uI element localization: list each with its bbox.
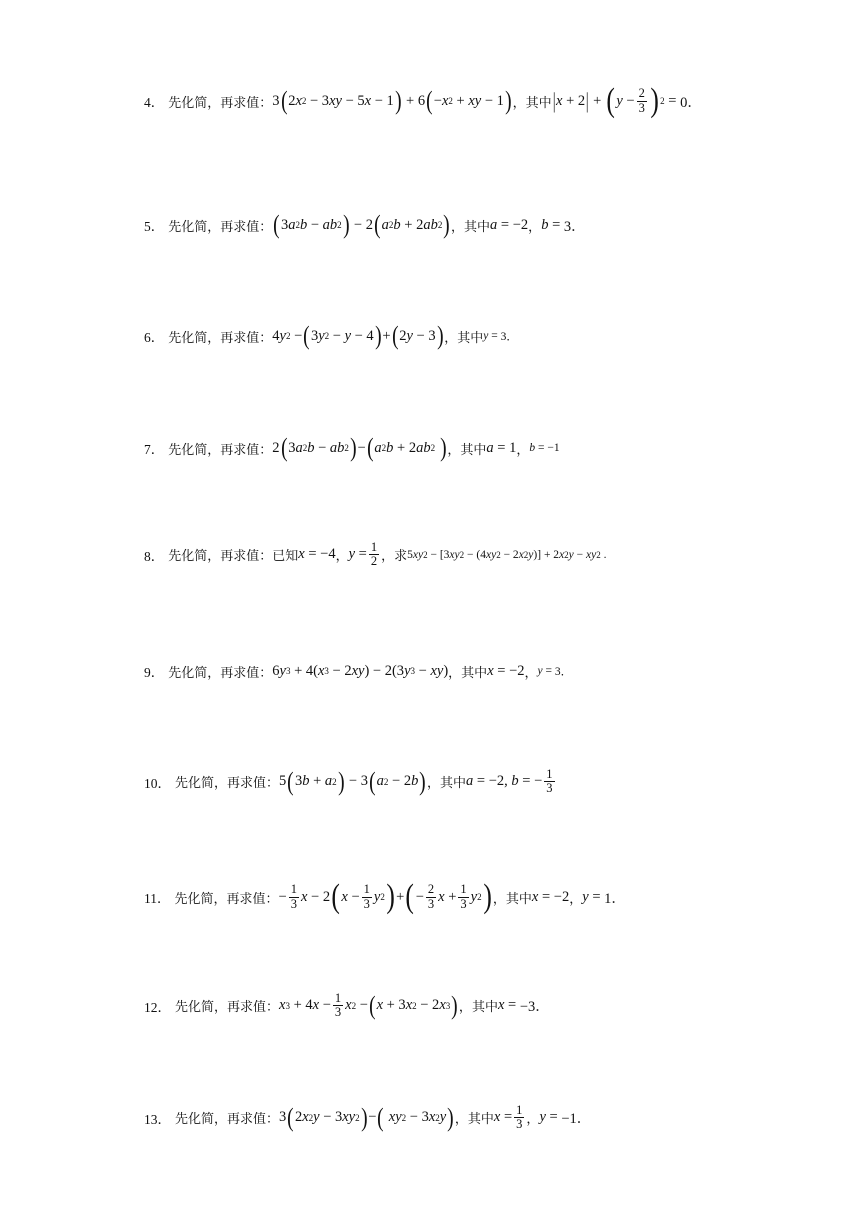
condition: x = $\frac{1}{3}$	[493, 1103, 523, 1132]
problem-lead: 先化简，再求值：	[168, 330, 273, 346]
condition-y: y = −1．	[539, 1109, 592, 1128]
where-label: 其中	[440, 776, 467, 792]
expression: 3 ( 2 x 2 y − 3 xy 2 ) − ( xy 2 − 3 x 2 y )	[279, 1102, 454, 1132]
problem-lead: 先化简，再求值：	[175, 1112, 280, 1128]
condition: | x + 2 | + ( y − $\frac{2}{3}$ ) 2 = 0．	[552, 82, 702, 119]
problem-lead: 先化简，再求值：	[175, 776, 280, 792]
expression: − $\frac{1}{3}$ x − 2 ( x − $\frac{1}{3}$ y 2 ) + ( − $\frac{2}{3}$ x + $\frac{1}{3}$ y 2 )	[278, 878, 492, 915]
value-y: 3．	[500, 331, 518, 343]
problem-6: 6． 先化简，再求值： 4 y 2 − ( 3 y 2 − y − 4 ) + ( 2 y − 3 ) ， 其中 y = 3．	[144, 321, 518, 350]
value-x: −3．	[519, 999, 550, 1016]
where-label: 其中	[461, 665, 488, 681]
problem-number: 11．	[144, 891, 171, 906]
problem-lead: 先化简，再求值：	[168, 549, 273, 565]
problem-13: 13． 先化简，再求值： 3 ( 2 x 2 y − 3 xy 2 ) − ( xy 2 − 3 x 2 y ) ， 其中 x = $\frac{1}{3}$ ， y = −1．	[144, 1102, 592, 1132]
where-label: 其中	[467, 1112, 494, 1128]
problem-lead: 先化简，再求值：	[168, 219, 273, 235]
condition: y = 3．	[483, 330, 518, 343]
value-y: −1．	[561, 1111, 592, 1128]
problem-lead: 先化简，再求值：	[168, 95, 273, 111]
where-label: 其中	[464, 219, 491, 235]
problem-4: 4． 先化简，再求值： 3 ( 2 x 2 − 3 xy − 5 x − 1 ) + 6 ( − x 2 + xy − 1 ) ， 其中 | x + 2 | + ( y − $\frac{2}{3}$ ) 2 = 0．	[144, 82, 702, 119]
problem-10: 10． 先化简，再求值： 5 ( 3 b + a 2 ) − 3 ( a 2 − 2 b ) ， 其中 a = −2, b = − $\frac{1}{3}$	[144, 768, 557, 795]
where-label: 其中	[505, 891, 532, 907]
value-a: 1	[509, 439, 517, 456]
problem-number: 10．	[144, 775, 171, 791]
expression: 3 ( 2 x 2 − 3 xy − 5 x − 1 ) + 6 ( − x 2 + xy − 1 )	[272, 86, 512, 115]
problem-number: 6．	[144, 330, 165, 345]
problem-number: 12．	[144, 999, 171, 1015]
condition-y: y = $\frac{1}{2}$	[348, 540, 378, 569]
condition: x = −3．	[497, 997, 550, 1016]
where-label: 其中	[460, 442, 487, 458]
value-b: 3．	[563, 218, 586, 235]
where-label: 其中	[457, 330, 484, 346]
value-x: −2	[509, 662, 525, 679]
where-label: 其中	[525, 95, 552, 111]
value-x: −2	[553, 888, 570, 905]
expression: 5 xy 2 − [3 xy 2 − (4 xy 2 − 2 x 2 y )] + 2 x 2 y − xy 2 .	[407, 548, 607, 561]
problem-number: 5．	[144, 219, 165, 234]
expression: x 3 + 4 x − $\frac{1}{3}$ x 2 − ( x + 3 x 2 − 2 x 3 )	[279, 990, 458, 1020]
condition: x = −2	[531, 888, 570, 905]
problem-lead: 先化简，再求值：	[174, 891, 279, 907]
condition: a = −2	[490, 216, 529, 233]
problem-5: 5． 先化简，再求值： ( 3 a 2 b − ab 2 ) − 2 ( a 2 b + 2 ab 2 ) ， 其中 a = −2 ， b = 3．	[144, 210, 586, 239]
expression: 6 y 3 + 4( x 3 − 2 xy ) − 2(3 y 3 − xy )	[272, 662, 449, 679]
value-a: −2	[512, 216, 529, 233]
condition: x = −2	[487, 662, 525, 679]
condition-value: 0．	[680, 94, 702, 111]
problem-9: 9． 先化简，再求值： 6 y 3 + 4( x 3 − 2 xy ) − 2(3 y 3 − xy ) ， 其中 x = −2 ， y = 3．	[144, 662, 573, 681]
value-y: 3．	[554, 666, 573, 678]
value-b: −1	[547, 442, 560, 454]
problem-number: 13．	[144, 1111, 171, 1127]
problem-lead: 先化简，再求值：	[175, 1000, 280, 1016]
problem-lead: 先化简，再求值：	[168, 665, 273, 681]
value-y: 1．	[604, 890, 626, 907]
condition: x = −4	[298, 546, 336, 563]
seek-label: 求	[394, 549, 408, 565]
problem-number: 7．	[144, 442, 165, 457]
expression: ( 3 a 2 b − ab 2 ) − 2 ( a 2 b + 2 ab 2 )	[273, 210, 450, 239]
problem-number: 9．	[144, 665, 165, 680]
known-label: 已知	[272, 549, 299, 565]
expression: 5 ( 3 b + a 2 ) − 3 ( a 2 − 2 b )	[279, 766, 426, 796]
condition-b: b = 3．	[541, 216, 586, 235]
condition-y: y = 3．	[537, 665, 573, 678]
problem-number: 4．	[144, 95, 165, 110]
where-label: 其中	[471, 1000, 498, 1016]
condition-b: b = −1	[529, 442, 560, 454]
problem-12: 12． 先化简，再求值： x 3 + 4 x − $\frac{1}{3}$ x 2 − ( x + 3 x 2 − 2 x 3 ) ， 其中 x = −3．	[144, 990, 550, 1020]
expression: 4 y 2 − ( 3 y 2 − y − 4 ) + ( 2 y − 3 )	[272, 321, 444, 350]
condition: a = −2, b = − $\frac{1}{3}$	[466, 767, 553, 796]
problem-lead: 先化简，再求值：	[168, 442, 273, 458]
problem-11: 11． 先化简，再求值： − $\frac{1}{3}$ x − 2 ( x − $\frac{1}{3}$ y 2 ) + ( − $\frac{2}{3}$ x + $\frac{1}{3}$ y 2 ) ， 其中 x = −2 ， y = 1．	[144, 878, 626, 915]
condition-y: y = 1．	[582, 888, 626, 907]
problem-number: 8．	[144, 548, 165, 564]
condition: a = 1	[486, 439, 517, 456]
problem-8: 8． 先化简，再求值： 已知 x = −4 ， y = $\frac{1}{2}$ ， 求 5 xy 2 − [3 xy 2 − (4 xy 2 − 2 x 2 y )] + 2 x 2 y − xy 2 .	[144, 540, 607, 569]
expression: 2 ( 3 a 2 b − ab 2 ) − ( a 2 b + 2 ab 2 )	[272, 433, 447, 462]
problem-7: 7． 先化简，再求值： 2 ( 3 a 2 b − ab 2 ) − ( a 2 b + 2 ab 2 ) ， 其中 a = 1 ， b = −1	[144, 433, 560, 462]
